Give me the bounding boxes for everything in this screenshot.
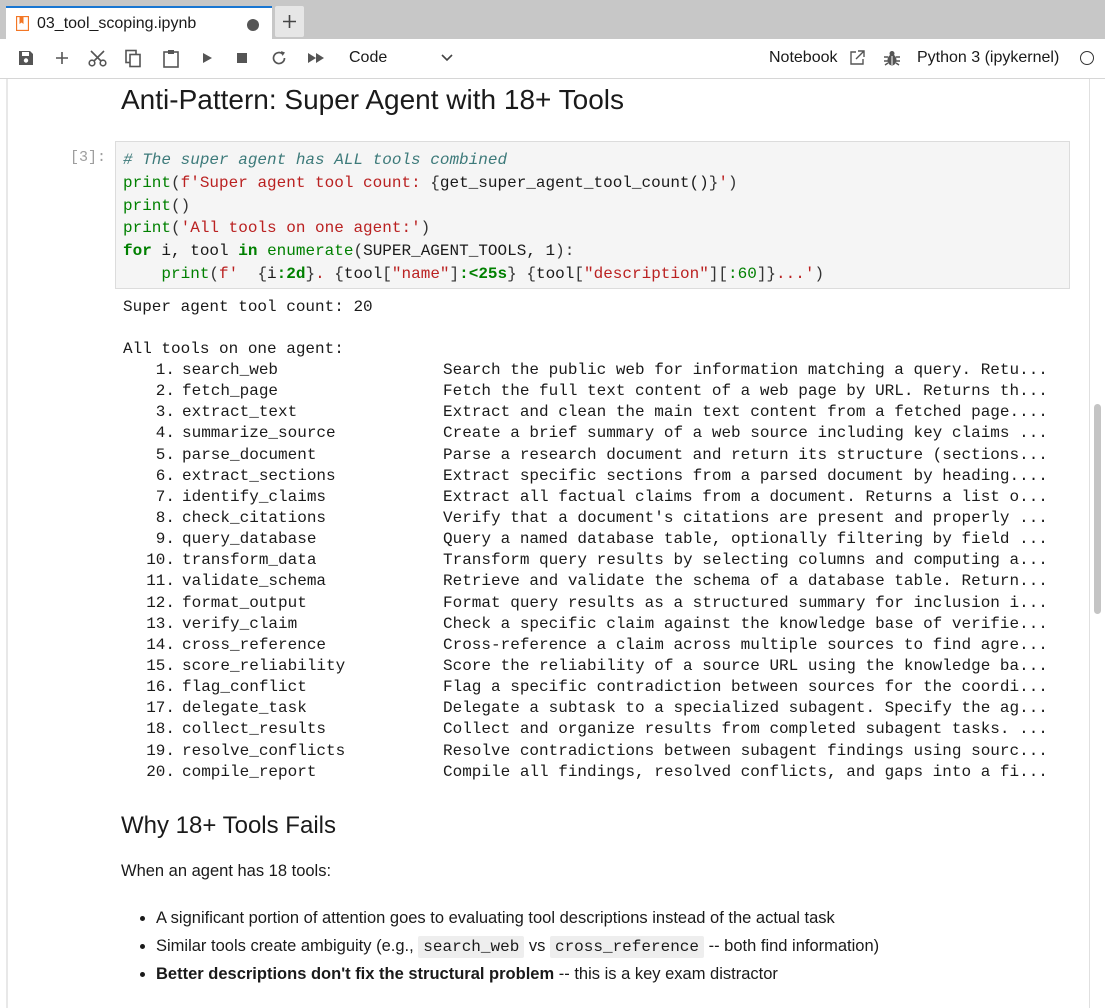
tool-description: Resolve contradictions between subagent findings using sourc... <box>443 741 1048 760</box>
tool-name: score_reliability <box>182 656 346 675</box>
tool-list-row <box>123 466 1048 487</box>
markdown-bullet-list <box>121 904 1105 988</box>
kernel-status-icon <box>1080 51 1094 65</box>
tool-name: compile_report <box>182 762 317 781</box>
code-loop-vars: i, tool <box>161 242 229 261</box>
tool-name: transform_data <box>182 551 317 570</box>
copy-icon <box>124 49 142 68</box>
tool-number: 13. <box>146 614 175 633</box>
tool-name: summarize_source <box>182 424 336 443</box>
kernel-name[interactable]: Python 3 (ipykernel) <box>917 49 1060 66</box>
tool-list-row <box>123 550 1048 571</box>
code-string: f'Super agent tool count: <box>180 173 431 192</box>
tool-list-row <box>123 360 1048 381</box>
notebook-toolbar <box>0 39 1105 79</box>
code-cell-editor[interactable] <box>115 141 1070 289</box>
new-tab-button[interactable] <box>275 6 304 37</box>
code-slice: :60 <box>728 264 757 283</box>
tool-description: Extract all factual claims from a document. Returns a list o... <box>443 487 1048 506</box>
add-cell-icon <box>53 49 71 67</box>
tool-name: delegate_task <box>182 699 307 718</box>
tool-list-row <box>123 698 1048 719</box>
unsaved-indicator-icon[interactable] <box>247 19 259 31</box>
tool-description: Verify that a document's citations are present and properly ... <box>443 508 1048 527</box>
tool-name: collect_results <box>182 720 327 739</box>
code-string: 'All tools on one agent:' <box>180 219 421 238</box>
markdown-paragraph: When an agent has 18 tools: <box>121 862 332 880</box>
tool-number: 18. <box>146 720 175 739</box>
cut-icon <box>88 49 107 68</box>
tool-description: Query a named database table, optionally filtering by field ... <box>443 530 1048 549</box>
tool-list-row <box>123 635 1048 656</box>
tool-name: resolve_conflicts <box>182 741 346 760</box>
restart-run-all-button[interactable] <box>306 49 326 69</box>
tool-number: 3. <box>155 403 175 422</box>
notebook-right-border <box>1089 79 1090 1008</box>
output-list-header: All tools on one agent: <box>123 340 344 358</box>
tool-description: Cross-reference a claim across multiple sources to find agre... <box>443 635 1048 654</box>
tool-list-row <box>123 445 1048 466</box>
code-string: "description" <box>583 264 709 283</box>
list-item-bold-text: Better descriptions don't fix the structural problem <box>156 965 555 983</box>
tool-name: flag_conflict <box>182 678 307 697</box>
tool-number: 19. <box>146 741 175 760</box>
tool-name: cross_reference <box>182 635 327 654</box>
tool-description: Format query results as a structured summary for inclusion i... <box>443 593 1048 612</box>
tool-list-row <box>123 656 1048 677</box>
tool-number: 9. <box>155 530 175 549</box>
add-cell-button[interactable] <box>53 49 73 69</box>
save-icon <box>17 49 35 67</box>
cut-button[interactable] <box>88 49 108 69</box>
tool-name: check_citations <box>182 508 327 527</box>
tool-name: validate_schema <box>182 572 327 591</box>
tool-description: Score the reliability of a source URL using the knowledge ba... <box>443 656 1048 675</box>
tool-number: 4. <box>155 424 175 443</box>
tool-number: 11. <box>146 572 175 591</box>
tool-description: Delegate a subtask to a specialized subagent. Specify the ag... <box>443 699 1048 718</box>
tool-description: Flag a specific contradiction between sources for the coordi... <box>443 678 1048 697</box>
code-string: . <box>315 264 335 283</box>
tool-name: fetch_page <box>182 382 279 401</box>
tool-list-row <box>123 719 1048 740</box>
tool-list-row <box>123 529 1048 550</box>
paste-button[interactable] <box>162 49 182 69</box>
bug-icon[interactable] <box>883 49 901 68</box>
list-item <box>156 960 1105 988</box>
tool-number: 6. <box>155 466 175 485</box>
stop-button[interactable] <box>234 49 254 69</box>
tool-description: Collect and organize results from completed subagent tasks. ... <box>443 720 1048 739</box>
list-item-text: vs <box>524 937 550 955</box>
tool-number: 14. <box>146 635 175 654</box>
tool-name: parse_document <box>182 445 317 464</box>
code-expr: get_super_agent_tool_count() <box>439 173 709 192</box>
tool-number: 20. <box>146 762 175 781</box>
code-var: tool <box>535 264 575 283</box>
code-iter: SUPER_AGENT_TOOLS, 1 <box>363 242 556 261</box>
tool-name: identify_claims <box>182 487 327 506</box>
code-format-spec: :<25s <box>459 264 508 283</box>
tool-number: 10. <box>146 551 175 570</box>
tool-number: 8. <box>155 508 175 527</box>
tab-bar <box>0 0 1105 39</box>
tool-number: 16. <box>146 678 175 697</box>
output-count-line: Super agent tool count: 20 <box>123 298 373 316</box>
code-string: ' <box>718 173 728 192</box>
tool-list-row <box>123 593 1048 614</box>
cell-type-select[interactable]: Code <box>349 49 388 66</box>
tool-description: Extract specific sections from a parsed document by heading.... <box>443 466 1048 485</box>
tool-list-row <box>123 487 1048 508</box>
notebook-icon <box>16 16 29 31</box>
cell-output <box>123 297 1048 783</box>
tool-list-row <box>123 571 1048 592</box>
code-string: "name" <box>391 264 450 283</box>
tool-list-row <box>123 508 1048 529</box>
tool-number: 1. <box>155 361 175 379</box>
tool-list-row <box>123 381 1048 402</box>
open-in-notebook-link[interactable]: Notebook <box>769 49 838 66</box>
tool-number: 15. <box>146 656 175 675</box>
tool-description: Compile all findings, resolved conflicts, and gaps into a fi... <box>443 762 1048 781</box>
restart-button[interactable] <box>270 49 290 69</box>
restart-icon <box>270 49 288 67</box>
tab-title: 03_tool_scoping.ipynb <box>37 15 197 32</box>
fast-forward-icon <box>306 49 326 67</box>
tool-name: extract_sections <box>182 466 336 485</box>
tool-description: Create a brief summary of a web source including key claims ... <box>443 424 1048 443</box>
list-item <box>156 932 1105 960</box>
tool-number: 12. <box>146 593 175 612</box>
tool-number: 17. <box>146 699 175 718</box>
tab-notebook[interactable] <box>6 6 272 39</box>
cell-execution-prompt: [3]: <box>70 149 107 166</box>
tool-description: Fetch the full text content of a web page by URL. Returns th... <box>443 382 1048 401</box>
run-button[interactable] <box>199 49 219 69</box>
code-content[interactable]: # The super agent has ALL tools combined print(f'Super agent tool count: {get_super_agent_tool_count()}') print() print('All tools on one agent:') for i, tool in enumerate(SUPER_AGENT_TOOLS, 1): print(f' {i:2d}. {tool["name"]:<25s} {tool["description"][:60]}...') <box>123 151 825 283</box>
code-var: i <box>267 264 277 283</box>
tool-description: Retrieve and validate the schema of a database table. Return... <box>443 572 1048 591</box>
list-item-text: A significant portion of attention goes to evaluating tool descriptions instead of the actual task <box>156 909 835 927</box>
inline-code: search_web <box>418 936 524 958</box>
tool-number: 2. <box>155 382 175 401</box>
code-format-spec: :2d <box>276 264 306 283</box>
tool-description: Check a specific claim against the knowledge base of verifie... <box>443 614 1048 633</box>
tool-description: Transform query results by selecting columns and computing a... <box>443 551 1048 570</box>
tool-name: query_database <box>182 530 317 549</box>
list-item-text: Similar tools create ambiguity (e.g., <box>156 937 419 955</box>
markdown-heading-why-fails: Why 18+ Tools Fails <box>121 812 336 839</box>
tool-name: search_web <box>182 361 279 379</box>
list-item <box>156 904 1105 932</box>
chevron-down-icon[interactable] <box>440 53 454 63</box>
tool-name: extract_text <box>182 403 298 422</box>
tool-list-row <box>123 423 1048 444</box>
tool-description: Extract and clean the main text content from a fetched page.... <box>443 403 1048 422</box>
tool-list-row <box>123 762 1048 783</box>
copy-button[interactable] <box>124 49 144 69</box>
tool-list-row <box>123 614 1048 635</box>
code-string: ...' <box>776 264 815 283</box>
paste-icon <box>162 49 180 68</box>
external-link-icon[interactable] <box>848 49 866 67</box>
tool-number: 7. <box>155 487 175 506</box>
markdown-heading-anti-pattern: Anti-Pattern: Super Agent with 18+ Tools <box>121 84 625 115</box>
tool-name: format_output <box>182 593 307 612</box>
tool-list-row <box>123 741 1048 762</box>
tool-description: Search the public web for information matching a query. Retu... <box>443 361 1048 379</box>
cell-collapser-rail <box>6 79 8 1008</box>
tool-name: verify_claim <box>182 614 298 633</box>
inline-code: cross_reference <box>550 936 704 958</box>
output-tool-list <box>123 360 1048 783</box>
stop-icon <box>234 49 250 67</box>
code-var: tool <box>343 264 383 283</box>
code-comment: # The super agent has ALL tools combined <box>123 151 508 169</box>
plus-icon <box>282 14 297 29</box>
vertical-scrollbar[interactable] <box>1094 404 1101 614</box>
code-string: f' <box>219 264 258 283</box>
tool-number: 5. <box>155 445 175 464</box>
list-item-text: -- this is a key exam distractor <box>554 965 778 983</box>
tool-description: Parse a research document and return its structure (sections... <box>443 445 1048 464</box>
code-string <box>517 265 527 283</box>
list-item-text: -- both find information) <box>704 937 880 955</box>
tool-list-row <box>123 677 1048 698</box>
run-icon <box>199 49 215 67</box>
tool-list-row <box>123 402 1048 423</box>
save-button[interactable] <box>17 49 37 69</box>
